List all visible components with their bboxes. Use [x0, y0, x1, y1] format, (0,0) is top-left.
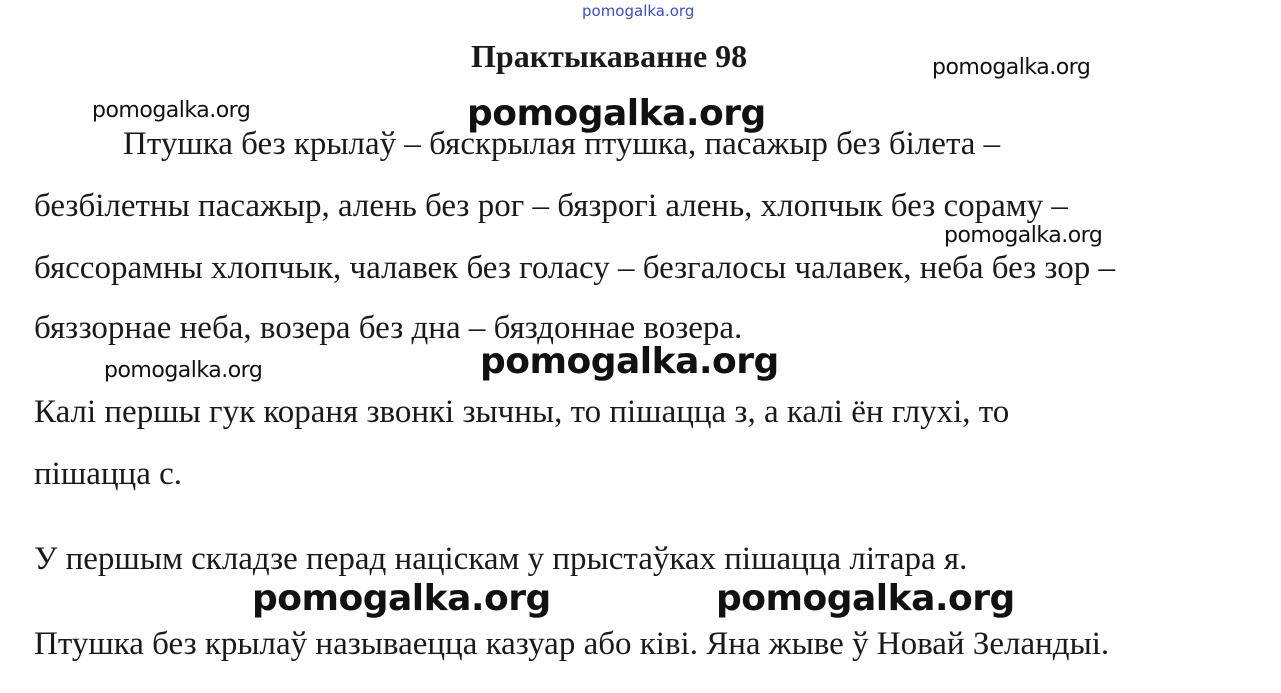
paragraph-1-line-2: безбілетны пасажыр, алень без рог – бязрогі алень, хлопчык без сораму –: [34, 188, 1068, 224]
paragraph-4: Птушка без крылаў называецца казуар або ківі. Яна жыве ў Новай Зеландыі.: [34, 626, 1110, 662]
paragraph-2-line-2: пішацца с.: [34, 456, 183, 492]
watermark: pomogalka.org: [104, 358, 263, 383]
paragraph-1-line-3: бяссорамны хлопчык, чалавек без голасу – безгалосы чалавек, неба без зор –: [34, 250, 1116, 286]
watermark: pomogalka.org: [944, 223, 1103, 248]
paragraph-2-line-1: Калі першы гук кораня звонкі зычны, то пішацца з, а калі ён глухі, то: [34, 394, 1010, 430]
watermark: pomogalka.org: [932, 55, 1091, 80]
paragraph-1-line-1: Птушка без крылаў – бяскрылая птушка, пасажыр без білета –: [123, 126, 1001, 162]
site-link[interactable]: pomogalka.org: [582, 2, 695, 20]
watermark: pomogalka.org: [480, 341, 779, 382]
watermark: pomogalka.org: [92, 98, 251, 123]
paragraph-1-line-4: бяззорнае неба, возера без дна – бяздоннае возера.: [34, 310, 743, 346]
watermark: pomogalka.org: [716, 578, 1015, 619]
paragraph-3: У першым складзе перад націскам у прыстаўках пішацца літара я.: [34, 541, 968, 577]
page-title: Практыкаванне 98: [471, 38, 748, 74]
watermark: pomogalka.org: [252, 578, 551, 619]
watermark: pomogalka.org: [467, 93, 766, 134]
